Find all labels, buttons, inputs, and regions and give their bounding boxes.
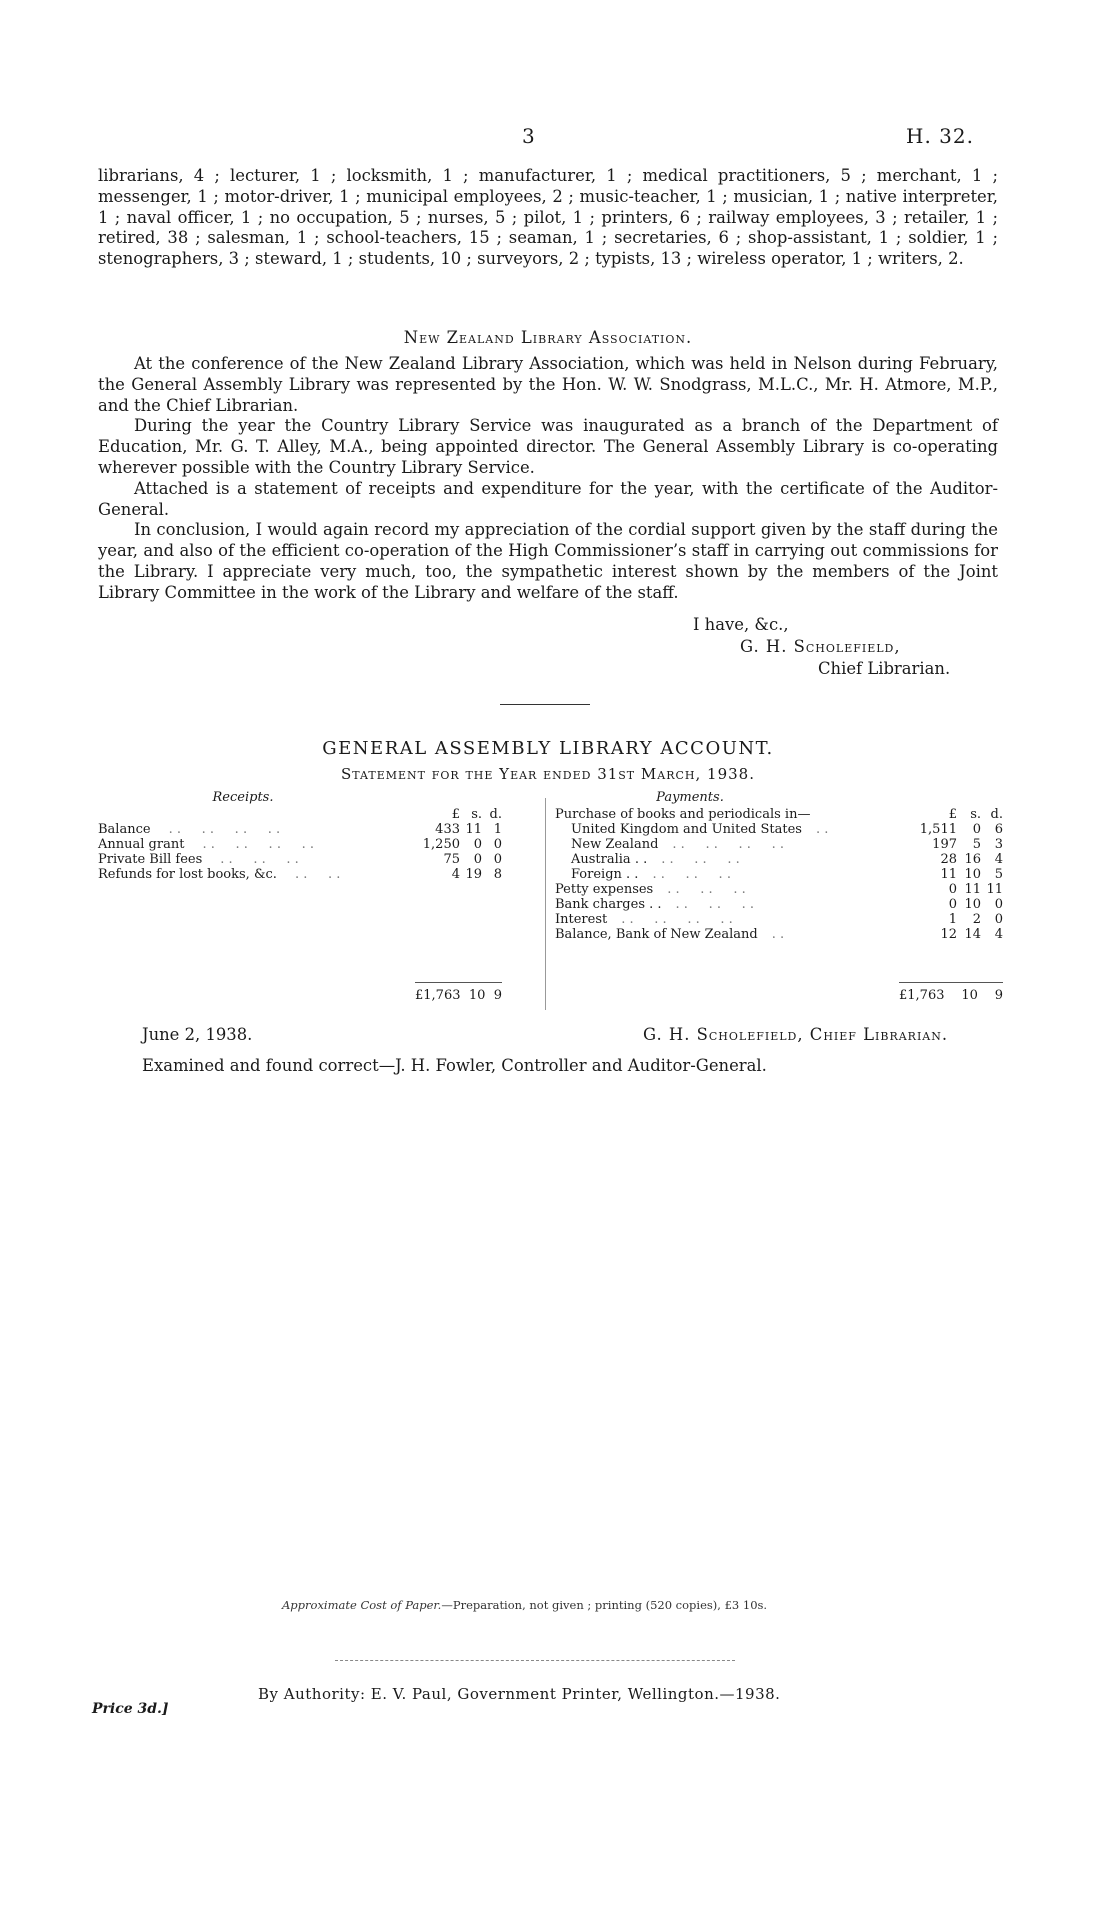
receipt-label: Refunds for lost books, &c. [98,867,277,882]
leader-dots: . . [771,927,785,942]
payment-pence: 11 [986,882,1003,897]
payments-total-pence: 9 [994,988,1003,1003]
receipt-row [98,867,502,882]
shillings-header: s. [970,807,981,822]
pence-header: d. [489,807,502,822]
payment-row [555,852,1003,867]
payment-pounds: 0 [948,882,957,897]
receipt-pence: 8 [493,867,502,882]
receipt-shillings: 19 [465,867,482,882]
payment-label-cell [555,912,907,927]
section-divider [500,704,590,705]
payment-pence: 6 [994,822,1003,837]
leader-dots: . . . . . . . . [202,837,315,852]
leader-dots: . . . . . . . . [672,837,784,852]
receipt-shillings: 0 [473,837,482,852]
receipt-shillings: 11 [465,822,482,837]
receipts-total-rule [415,982,502,983]
receipts-panel [98,790,553,882]
payment-pence: 0 [994,912,1003,927]
receipt-label-cell [98,837,416,852]
leader-dots: . . . . . . . . [168,822,281,837]
currency-header-row [98,807,502,822]
receipt-pounds: 433 [435,822,460,837]
payment-pence: 0 [994,897,1003,912]
payments-panel [555,790,1005,942]
price: Price 3d.] [92,1701,169,1717]
payment-label-cell [555,882,907,897]
nzla-paragraph-1: At the conference of the New Zealand Library Association, which was held in Nelson during February, the General Assembly Library was represented by the Hon. W. W. Snodgrass, M.L.C., Mr. H. Atmore, M.P., and the Chief Librarian. [98,354,998,415]
payment-row [555,867,1003,882]
payment-label: Interest [555,912,608,927]
occupations-paragraph [98,166,998,270]
payments-heading: Payments. [656,790,724,805]
signature-title: Chief Librarian. [818,659,951,678]
receipt-row [98,822,502,837]
printer-authority: By Authority: E. V. Paul, Government Printer, Wellington.—1938. [258,1685,781,1703]
leader-dots: . . . . . . [661,852,740,867]
leader-dots: . . . . . . [667,882,746,897]
payment-label-cell [555,897,907,912]
payments-table [555,807,1003,942]
paper-reference: H. 32. [906,124,974,148]
receipt-label: Private Bill fees [98,852,203,867]
receipt-label-cell [98,867,416,882]
cost-label: Approximate Cost of Paper. [282,1598,442,1612]
leader-dots: . . . . . . [652,867,731,882]
cost-text: —Preparation, not given ; printing (520 copies), £3 10s. [441,1598,768,1612]
leader-dots: . . . . . . [675,897,755,912]
payment-label-cell [555,867,907,882]
signature-name: G. H. Scholefield, [740,637,901,656]
payment-shillings: 16 [964,852,981,867]
payment-shillings: 2 [972,912,981,927]
payment-shillings: 10 [964,867,981,882]
receipt-label-cell [98,852,416,867]
payment-pence: 4 [994,927,1003,942]
receipt-label-cell [98,822,416,837]
receipt-pounds: 4 [451,867,460,882]
account-title: GENERAL ASSEMBLY LIBRARY ACCOUNT. [322,738,774,759]
receipts-total [415,988,502,1003]
column-divider [545,798,546,1010]
receipt-row [98,837,502,852]
receipt-label: Annual grant [98,837,185,852]
payment-label: New Zealand [571,837,659,852]
receipt-pence: 0 [493,852,502,867]
shillings-header: s. [471,807,482,822]
leader-dots: . . . . [294,867,341,882]
pence-header: d. [990,807,1003,822]
payment-pounds: 12 [940,927,957,942]
leader-dots: . . . . . . [220,852,299,867]
payment-pence: 4 [994,852,1003,867]
payment-pence: 5 [994,867,1003,882]
account-date: June 2, 1938. [142,1025,253,1044]
payment-pence: 3 [994,837,1003,852]
payment-shillings: 10 [964,897,981,912]
payment-row [555,912,1003,927]
footer-rule [335,1660,735,1662]
leader-dots: . . [815,822,829,837]
payments-group-label: Purchase of books and periodicals in— [555,807,811,822]
payment-pounds: 28 [940,852,957,867]
payment-row [555,837,1003,852]
payment-label: Petty expenses [555,882,654,897]
payment-label: Bank charges . . [555,897,662,912]
account-subtitle: Statement for the Year ended 31st March, 1938. [341,765,755,783]
receipt-label: Balance [98,822,151,837]
pounds-header: £ [451,807,460,822]
receipt-pence: 0 [493,837,502,852]
nzla-paragraph-4: In conclusion, I would again record my appreciation of the cordial support given by the staff during the year, and also of the efficient co-operation of the High Commissioner’s staff in carrying out commissions for the Library. I appreciate very much, too, the sympathetic interest shown by the members of the Joint Library Committee in the work of the Library and welfare of the staff. [98,520,998,602]
payment-shillings: 14 [964,927,981,942]
payment-pounds: 11 [940,867,957,882]
payment-label-cell [555,852,907,867]
payment-row [555,897,1003,912]
payment-pounds: 0 [948,897,957,912]
payment-pounds: 1,511 [919,822,957,837]
payments-total-rule [899,982,1003,983]
payment-label-cell [555,927,907,942]
payment-label: Australia . . [571,852,648,867]
receipt-row [98,852,502,867]
leader-dots: . . . . . . . . [621,912,733,927]
payment-shillings: 0 [972,822,981,837]
nzla-paragraph-2: During the year the Country Library Service was inaugurated as a branch of the Department of Education, Mr. G. T. Alley, M.A., being appointed director. The General Assembly Library is co-operating wherever possible with the Country Library Service. [98,416,998,477]
payment-shillings: 5 [972,837,981,852]
nzla-body [98,354,998,604]
payment-row [555,822,1003,837]
pounds-header: £ [948,807,957,822]
receipts-total-pence: 9 [493,988,502,1003]
nzla-heading: New Zealand Library Association. [403,328,693,347]
receipt-pounds: 1,250 [422,837,460,852]
receipt-shillings: 0 [473,852,482,867]
cost-of-paper [282,1598,767,1612]
payment-row [555,927,1003,942]
receipts-table [98,807,502,882]
receipt-pounds: 75 [443,852,460,867]
payment-label: United Kingdom and United States [571,822,802,837]
nzla-paragraph-3: Attached is a statement of receipts and expenditure for the year, with the certificate of the Auditor-General. [98,478,998,519]
closing-salutation: I have, &c., [693,615,789,634]
receipts-total-pounds: £1,763 [415,988,461,1003]
receipts-total-shillings: 10 [468,988,486,1003]
payment-label-cell [555,837,907,852]
account-signature: G. H. Scholefield, Chief Librarian. [643,1025,949,1044]
receipt-pence: 1 [493,822,502,837]
payments-total-shillings: 10 [961,988,978,1003]
occupations-text: librarians, 4 ; lecturer, 1 ; locksmith, 1 ; manufacturer, 1 ; medical practitioners, 5 ; merchant, 1 ; messenger, 1 ; motor-driver, 1 ; municipal employees, 2 ; music-teacher, 1 ; musician, 1 ; native interpreter, 1 ; naval officer, 1 ; no occupation, 5 ; nurses, 5 ; pilot, 1 ; printers, 6 ; railway employees, 3 ; retailer, 1 ; retired, 38 ; salesman, 1 ; school-teachers, 15 ; seaman, 1 ; secretaries, 6 ; shop-assistant, 1 ; soldier, 1 ; stenographers, 3 ; steward, 1 ; students, 10 ; surveyors, 2 ; typists, 13 ; wireless operator, 1 ; writers, 2. [98,166,998,269]
payment-pounds: 197 [932,837,957,852]
payments-total-pounds: £1,763 [899,988,945,1003]
payments-group-row [555,807,1003,822]
payment-shillings: 11 [964,882,981,897]
receipts-heading: Receipts. [212,790,274,805]
payment-pounds: 1 [948,912,957,927]
audit-certificate: Examined and found correct—J. H. Fowler, Controller and Auditor-General. [142,1056,767,1075]
payment-label: Foreign . . [571,867,639,882]
page-number: 3 [522,124,535,148]
payments-total [899,988,1003,1003]
payment-row [555,882,1003,897]
payment-label: Balance, Bank of New Zealand [555,927,758,942]
payment-label-cell [555,822,907,837]
